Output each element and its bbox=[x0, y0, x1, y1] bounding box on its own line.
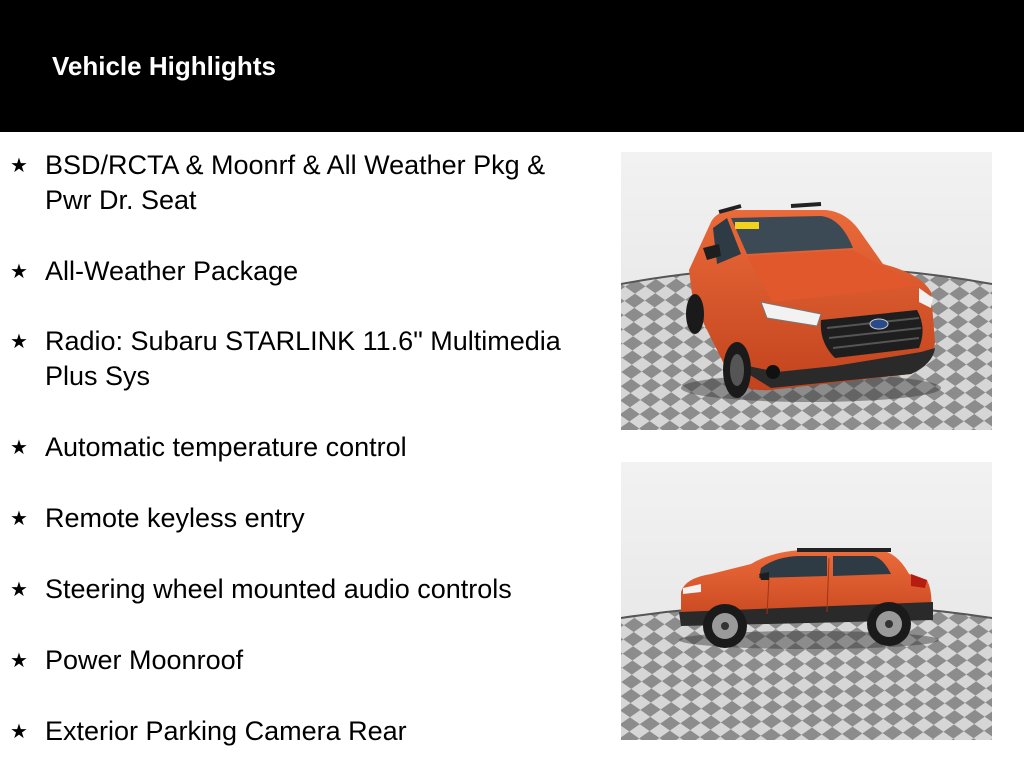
list-item bbox=[10, 148, 590, 218]
list-item bbox=[10, 643, 590, 678]
list-item bbox=[10, 572, 590, 607]
vehicle-photo-side bbox=[621, 462, 992, 740]
vehicle-photo-front bbox=[621, 152, 992, 430]
highlight-text: Remote keyless entry bbox=[45, 503, 305, 533]
star-icon: ★ bbox=[10, 506, 28, 530]
list-item bbox=[10, 430, 590, 465]
highlight-text: Radio: Subaru STARLINK 11.6" Multimedia Plus Sys bbox=[45, 326, 561, 391]
highlight-text: Steering wheel mounted audio controls bbox=[45, 574, 512, 604]
star-icon: ★ bbox=[10, 259, 28, 283]
star-icon: ★ bbox=[10, 648, 28, 672]
header-bar bbox=[0, 0, 1024, 132]
highlight-text: All-Weather Package bbox=[45, 256, 299, 286]
highlight-text: Automatic temperature control bbox=[45, 432, 407, 462]
star-icon: ★ bbox=[10, 577, 28, 601]
highlight-text: Power Moonroof bbox=[45, 645, 244, 675]
list-item bbox=[10, 501, 590, 536]
star-icon: ★ bbox=[10, 719, 28, 743]
highlight-text: BSD/RCTA & Moonrf & All Weather Pkg & Pwr Dr. Seat bbox=[45, 150, 546, 215]
page-title: Vehicle Highlights bbox=[52, 51, 276, 81]
star-icon: ★ bbox=[10, 153, 28, 177]
star-icon: ★ bbox=[10, 435, 28, 459]
list-item bbox=[10, 714, 590, 749]
list-item bbox=[10, 324, 590, 394]
list-item bbox=[10, 254, 590, 289]
star-icon: ★ bbox=[10, 329, 28, 353]
highlight-text: Exterior Parking Camera Rear bbox=[45, 716, 407, 746]
